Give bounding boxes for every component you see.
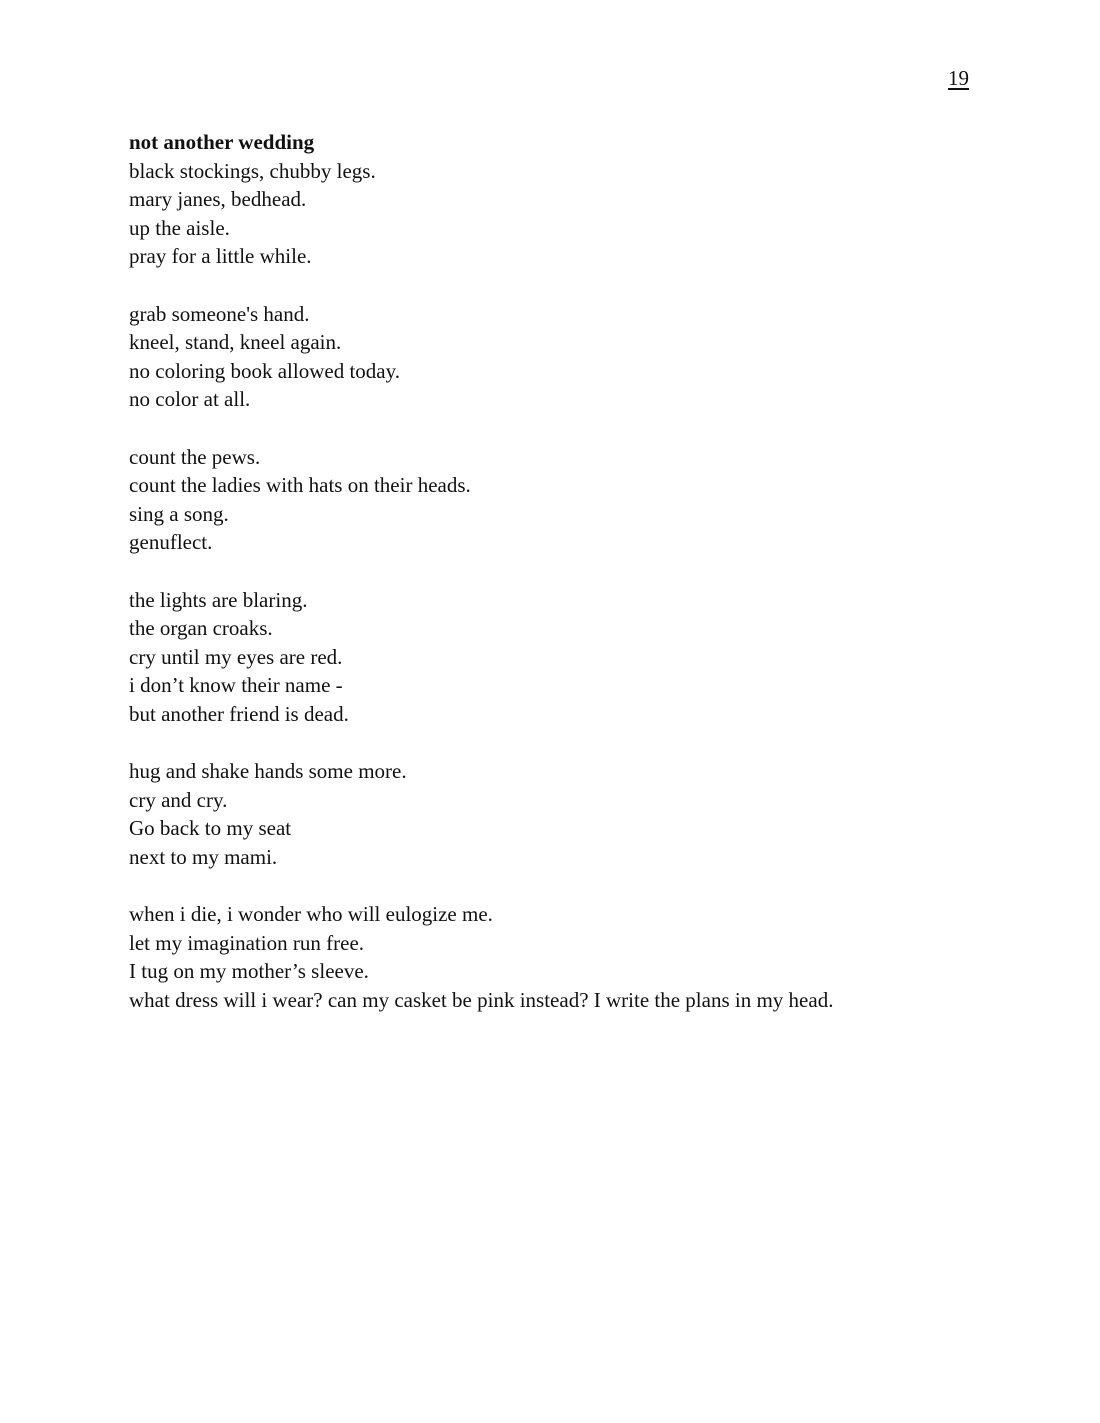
poem-line: pray for a little while. xyxy=(129,244,312,269)
poem-line: hug and shake hands some more. xyxy=(129,759,407,784)
stanza-5 xyxy=(129,757,1029,871)
poem-line: next to my mami. xyxy=(129,844,278,869)
poem-line: cry and cry. xyxy=(129,787,228,812)
stanza-1 xyxy=(129,157,1029,271)
poem-line: the lights are blaring. xyxy=(129,587,308,612)
poem-line: grab someone's hand. xyxy=(129,301,310,326)
poem-line: I tug on my mother’s sleeve. xyxy=(129,959,369,984)
poem-title: not another wedding xyxy=(129,130,315,154)
poem-line: Go back to my seat xyxy=(129,816,292,841)
poem-line: what dress will i wear? can my casket be pink instead? I write the plans in my head. xyxy=(129,987,834,1012)
poem-line: i don’t know their name - xyxy=(129,673,343,698)
stanza-6 xyxy=(129,900,1029,1014)
poem-line: sing a song. xyxy=(129,501,229,526)
poem-line: let my imagination run free. xyxy=(129,930,365,955)
poem-line: kneel, stand, kneel again. xyxy=(129,330,342,355)
poem-line: no color at all. xyxy=(129,387,251,412)
page-number: 19 xyxy=(948,66,969,90)
poem-line: count the ladies with hats on their heads. xyxy=(129,473,471,498)
poem-line: up the aisle. xyxy=(129,215,230,240)
poem-line: when i die, i wonder who will eulogize me. xyxy=(129,902,493,927)
poem-line: the organ croaks. xyxy=(129,616,273,641)
poem-line: but another friend is dead. xyxy=(129,701,349,726)
stanza-4 xyxy=(129,586,1029,729)
poem-line: black stockings, chubby legs. xyxy=(129,158,376,183)
stanza-3 xyxy=(129,443,1029,557)
poem-line: count the pews. xyxy=(129,444,261,469)
poem-line: no coloring book allowed today. xyxy=(129,358,401,383)
poem xyxy=(129,128,1029,1043)
poem-line: mary janes, bedhead. xyxy=(129,187,307,212)
poem-line: genuflect. xyxy=(129,530,213,555)
stanza-2 xyxy=(129,300,1029,414)
poem-line: cry until my eyes are red. xyxy=(129,644,343,669)
